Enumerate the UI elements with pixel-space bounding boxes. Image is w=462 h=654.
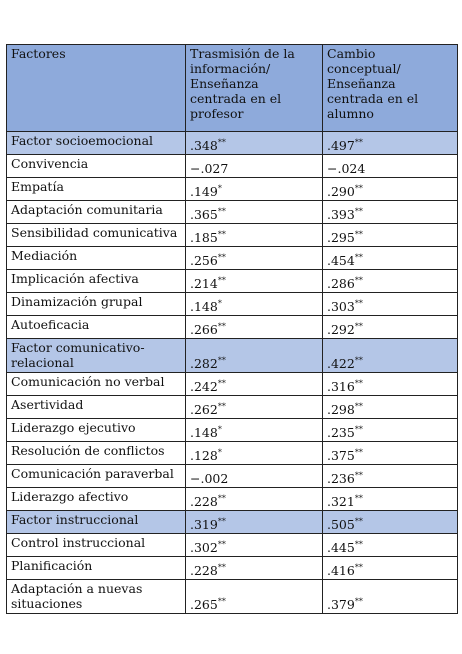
correlation-value: .454: [327, 253, 355, 268]
correlation-cell: [186, 534, 323, 557]
significance-marker: **: [217, 276, 226, 285]
significance-marker: **: [354, 563, 363, 572]
correlation-value: −.002: [190, 471, 229, 486]
correlation-table: [6, 44, 458, 614]
table-row: [7, 419, 458, 442]
correlation-value: .295: [327, 230, 355, 245]
significance-marker: **: [354, 597, 363, 606]
row-label: Factor instruccional: [7, 511, 186, 534]
correlation-cell: [186, 580, 323, 614]
correlation-cell: [186, 488, 323, 511]
header-row: [7, 45, 458, 132]
correlation-value: .282: [190, 356, 218, 371]
correlation-cell: [186, 224, 323, 247]
significance-marker: **: [354, 379, 363, 388]
table-row: [7, 224, 458, 247]
correlation-cell: [186, 396, 323, 419]
row-label: Sensibilidad comunicativa: [7, 224, 186, 247]
table-row: [7, 465, 458, 488]
row-label: Empatía: [7, 178, 186, 201]
correlation-value: .185: [190, 230, 218, 245]
correlation-cell: [186, 155, 323, 178]
correlation-cell: [186, 511, 323, 534]
correlation-cell: [186, 339, 323, 373]
correlation-value: .290: [327, 184, 355, 199]
correlation-cell: [323, 224, 458, 247]
significance-marker: **: [217, 517, 226, 526]
table-row: [7, 488, 458, 511]
table-row: [7, 293, 458, 316]
correlation-cell: [323, 155, 458, 178]
correlation-value: .319: [190, 517, 218, 532]
significance-marker: **: [354, 425, 363, 434]
table-body: [7, 132, 458, 614]
table-row: [7, 270, 458, 293]
correlation-value: .505: [327, 517, 355, 532]
correlation-value: .242: [190, 379, 218, 394]
significance-marker: **: [217, 230, 226, 239]
significance-marker: **: [354, 299, 363, 308]
correlation-value: .298: [327, 402, 355, 417]
correlation-cell: [323, 534, 458, 557]
correlation-value: .348: [190, 138, 218, 153]
correlation-cell: [323, 396, 458, 419]
correlation-cell: [186, 293, 323, 316]
row-label: Asertividad: [7, 396, 186, 419]
significance-marker: **: [217, 322, 226, 331]
correlation-value: .235: [327, 425, 355, 440]
correlation-cell: [323, 178, 458, 201]
correlation-value: .148: [190, 425, 218, 440]
correlation-value: .266: [190, 322, 218, 337]
row-label: Autoeficacia: [7, 316, 186, 339]
significance-marker: **: [217, 379, 226, 388]
significance-marker: **: [354, 184, 363, 193]
correlation-value: .365: [190, 207, 218, 222]
correlation-value: −.027: [190, 161, 229, 176]
correlation-value: .265: [190, 597, 218, 612]
table-row: [7, 201, 458, 224]
correlation-cell: [323, 373, 458, 396]
significance-marker: **: [354, 471, 363, 480]
row-label: Factor socioemocional: [7, 132, 186, 155]
correlation-value: .228: [190, 563, 218, 578]
correlation-cell: [186, 442, 323, 465]
significance-marker: **: [217, 253, 226, 262]
row-label: Control instruccional: [7, 534, 186, 557]
correlation-cell: [323, 132, 458, 155]
correlation-value: .286: [327, 276, 355, 291]
correlation-cell: [186, 465, 323, 488]
significance-marker: **: [354, 276, 363, 285]
correlation-value: .303: [327, 299, 355, 314]
correlation-value: .321: [327, 494, 355, 509]
correlation-value: .236: [327, 471, 355, 486]
significance-marker: **: [354, 402, 363, 411]
correlation-cell: [323, 293, 458, 316]
correlation-value: .445: [327, 540, 355, 555]
correlation-cell: [323, 201, 458, 224]
row-label: Resolución de conflictos: [7, 442, 186, 465]
correlation-cell: [323, 488, 458, 511]
row-label: Adaptación comunitaria: [7, 201, 186, 224]
correlation-value: .416: [327, 563, 355, 578]
significance-marker: **: [354, 138, 363, 147]
significance-marker: **: [354, 494, 363, 503]
significance-marker: **: [354, 322, 363, 331]
row-label: Planificación: [7, 557, 186, 580]
header-trasmision: Trasmisión de la información/ Enseñanza centrada en el profesor: [186, 45, 323, 132]
correlation-value: .497: [327, 138, 355, 153]
factor-row: [7, 339, 458, 373]
significance-marker: **: [217, 402, 226, 411]
correlation-value: .256: [190, 253, 218, 268]
correlation-cell: [323, 511, 458, 534]
row-label: Comunicación no verbal: [7, 373, 186, 396]
correlation-value: .148: [190, 299, 218, 314]
significance-marker: **: [217, 207, 226, 216]
correlation-value: .128: [190, 448, 218, 463]
significance-marker: **: [354, 517, 363, 526]
correlation-value: .375: [327, 448, 355, 463]
significance-marker: **: [217, 563, 226, 572]
header-factores: Factores: [7, 45, 186, 132]
correlation-value: −.024: [327, 161, 366, 176]
correlation-cell: [186, 557, 323, 580]
significance-marker: **: [354, 207, 363, 216]
correlation-cell: [186, 132, 323, 155]
row-label: Liderazgo ejecutivo: [7, 419, 186, 442]
correlation-cell: [186, 247, 323, 270]
correlation-value: .149: [190, 184, 218, 199]
correlation-value: .228: [190, 494, 218, 509]
correlation-cell: [186, 270, 323, 293]
row-label: Dinamización grupal: [7, 293, 186, 316]
correlation-cell: [323, 270, 458, 293]
correlation-cell: [323, 442, 458, 465]
table-row: [7, 534, 458, 557]
correlation-cell: [186, 419, 323, 442]
row-label: Adaptación a nuevas situaciones: [7, 580, 186, 614]
significance-marker: **: [217, 540, 226, 549]
correlation-value: .422: [327, 356, 355, 371]
table-row: [7, 373, 458, 396]
factor-row: [7, 511, 458, 534]
significance-marker: **: [217, 494, 226, 503]
header-cambio-conceptual: Cambio conceptual/ Enseñanza centrada en el alumno: [323, 45, 458, 132]
row-label: Mediación: [7, 247, 186, 270]
table-row: [7, 247, 458, 270]
row-label: Factor comunicativo-relacional: [7, 339, 186, 373]
significance-marker: **: [354, 448, 363, 457]
correlation-value: .316: [327, 379, 355, 394]
correlation-value: .262: [190, 402, 218, 417]
table-row: [7, 178, 458, 201]
correlation-value: .393: [327, 207, 355, 222]
table-row: [7, 580, 458, 614]
correlation-value: .214: [190, 276, 218, 291]
correlation-value: .379: [327, 597, 355, 612]
correlation-cell: [323, 419, 458, 442]
significance-marker: **: [354, 253, 363, 262]
correlation-cell: [323, 316, 458, 339]
significance-marker: *: [217, 448, 222, 457]
correlation-cell: [323, 557, 458, 580]
correlation-cell: [186, 201, 323, 224]
table-row: [7, 557, 458, 580]
correlation-cell: [186, 316, 323, 339]
row-label: Implicación afectiva: [7, 270, 186, 293]
table-row: [7, 155, 458, 178]
significance-marker: *: [217, 425, 222, 434]
row-label: Convivencia: [7, 155, 186, 178]
correlation-cell: [186, 373, 323, 396]
correlation-value: .302: [190, 540, 218, 555]
correlation-cell: [323, 247, 458, 270]
table-row: [7, 316, 458, 339]
significance-marker: *: [217, 184, 222, 193]
significance-marker: **: [217, 356, 226, 365]
row-label: Liderazgo afectivo: [7, 488, 186, 511]
significance-marker: **: [217, 597, 226, 606]
correlation-cell: [186, 178, 323, 201]
correlation-cell: [323, 465, 458, 488]
correlation-value: .292: [327, 322, 355, 337]
significance-marker: *: [217, 299, 222, 308]
factor-row: [7, 132, 458, 155]
correlation-cell: [323, 339, 458, 373]
table-row: [7, 396, 458, 419]
significance-marker: **: [354, 230, 363, 239]
row-label: Comunicación paraverbal: [7, 465, 186, 488]
correlation-cell: [323, 580, 458, 614]
significance-marker: **: [354, 356, 363, 365]
table-row: [7, 442, 458, 465]
significance-marker: **: [217, 138, 226, 147]
significance-marker: **: [354, 540, 363, 549]
